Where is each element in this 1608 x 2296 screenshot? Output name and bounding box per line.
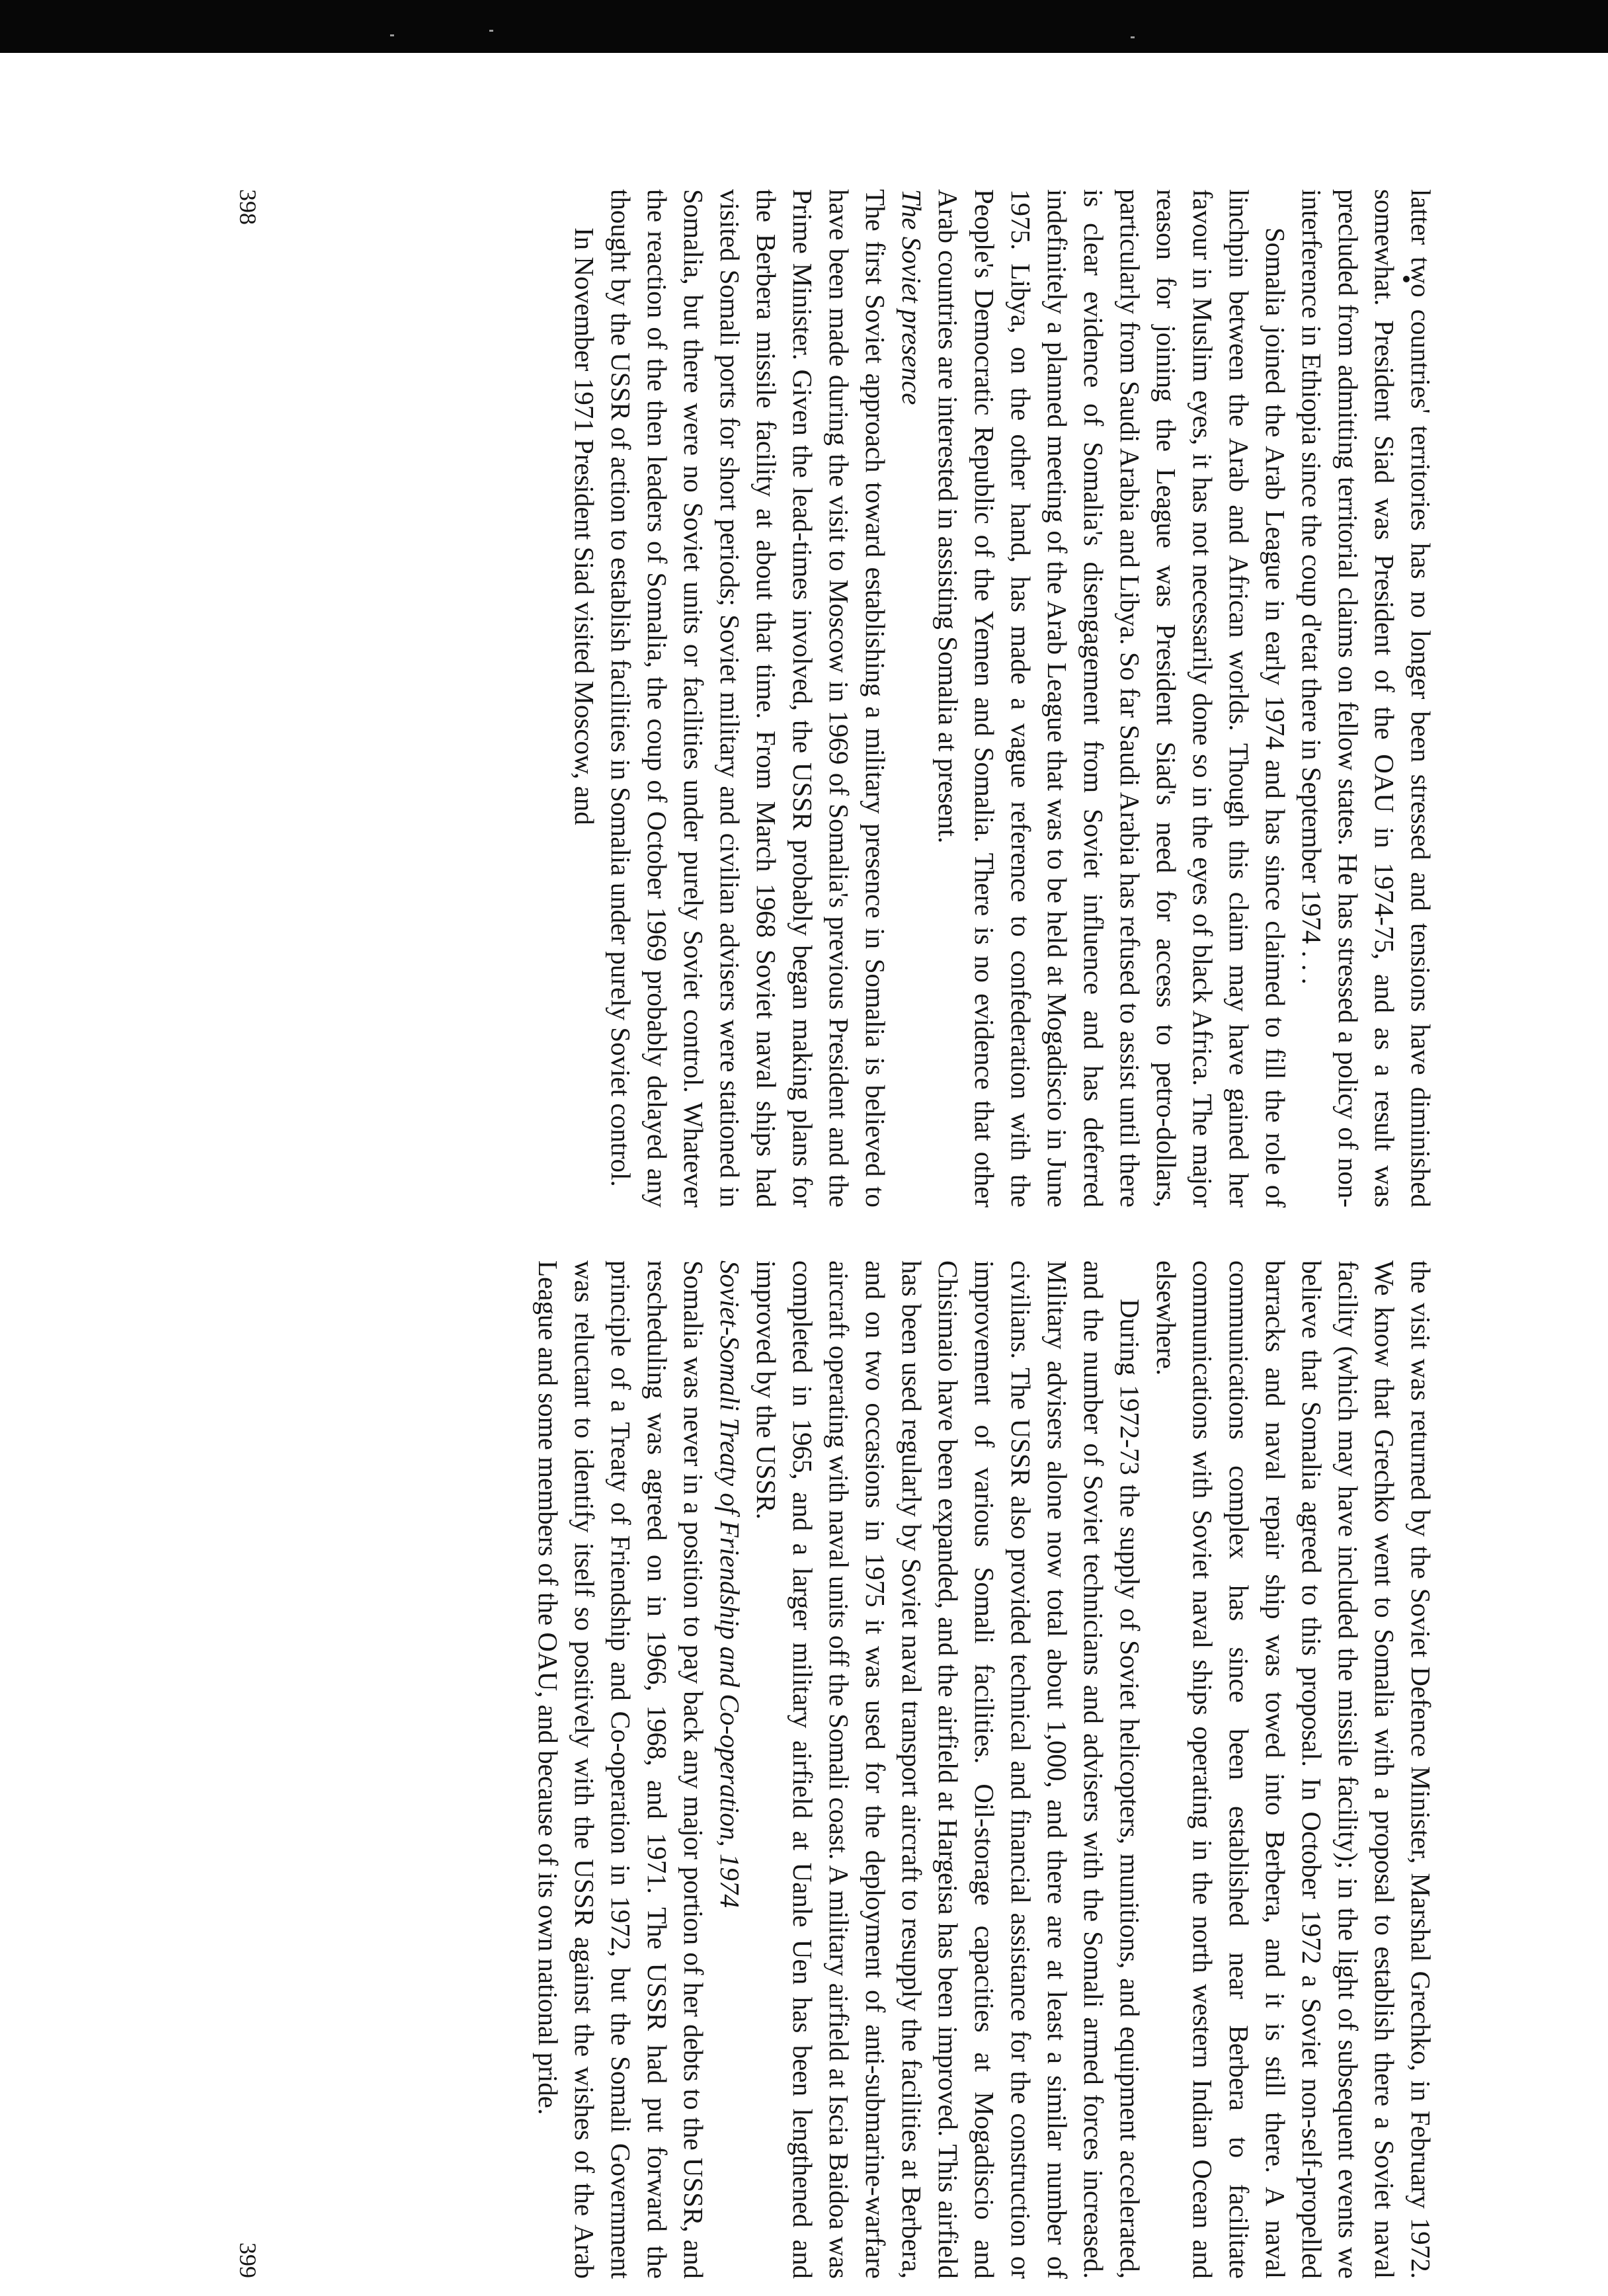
left-paragraph-3: The first Soviet approach toward establishing a military presence in Somalia is believed to have been made during the visit to Moscow in 1969 of Somalia's previous President and the Prime Minister. Given the lead-times involved, the USSR probably began making plans for the Berbera missile facility at about that time. From March 1968 Soviet naval ships had visited Somali ports for short periods; Soviet military and civilian advisers were stationed in Somalia, but there were no Soviet units or facilities under purely Soviet control. Whatever the reaction of the then leaders of Somalia, the coup of October 1969 probably delayed any thought by the USSR of action to establish facilities in Somalia under purely Soviet control. [606, 189, 891, 1208]
right-paragraph-1: the visit was returned by the Soviet Defence Minister, Marshal Grechko, in February 1972. We know that Grechko went to Somalia with a proposal to establish there a Soviet naval facility (which may have included the missile facility); in the light of subsequent events we believe that Somalia agreed to this proposal. In October 1972 a Soviet non-self-propelled barracks and naval repair ship was towed into Berbera, and it is still there. A naval communications complex has since been established near Berbera to facilitate communications with Soviet naval ships operating in the north western Indian Ocean and elsewhere. [1151, 1260, 1436, 2279]
right-paragraph-2: During 1972-73 the supply of Soviet helicopters, munitions, and equipment accelerated, and the number of Soviet technicians and advisers with the Somali armed forces increased. Military advisers alone now total about 1,000, and there are at least a similar number of civilians. The USSR also provided technical and financial assistance for the construction or improvement of various Somali facilities. Oil-storage capacities at Mogadiscio and Chisimaio have been expanded, and the airfield at Hargeisa has been improved. This airfield has been used regularly by Soviet naval transport aircraft to resupply the facilities at Berbera, and on two occasions in 1975 it was used for the deployment of anti-submarine-warfare aircraft operating with naval units off the Somali coast. A military airfield at Iscia Baidoa was completed in 1965, and a larger military airfield at Uanle Uen has been lengthened and improved by the USSR. [751, 1260, 1145, 2279]
scan-black-band [0, 0, 1608, 53]
scan-speck [390, 34, 394, 36]
left-page-text [566, 189, 1439, 1208]
scan-speck [1131, 36, 1135, 38]
scan-speck [489, 30, 493, 32]
left-paragraph-1: latter two countries' territories has no longer been stressed and tensions have diminished somewhat. President Siad was President of the OAU in 1974-75, and as a result was precluded from admitting territorial claims on fellow states. He has stressed a policy of non-interference in Ethiopia since the coup d'etat there in September 1974 . . . [1297, 189, 1436, 1208]
left-paragraph-2: Somalia joined the Arab League in early 1974 and has since claimed to fill the role of linchpin between the Arab and African worlds. Though this claim may have gained her favour in Muslim eyes, it has not necessarily done so in the eyes of black Africa. The major reason for joining the League was President Siad's need for access to petro-dollars, particularly from Saudi Arabia and Libya. So far Saudi Arabia has refused to assist until there is clear evidence of Somalia's disengagement from Soviet influence and has deferred indefinitely a planned meeting of the Arab League that was to be held at Mogadiscio in June 1975. Libya, on the other hand, has made a vague reference to confederation with the People's Democratic Republic of the Yemen and Somalia. There is no evidence that other Arab countries are interested in assisting Somalia at present. [933, 189, 1291, 1208]
left-paragraph-4: In November 1971 President Siad visited Moscow, and [569, 227, 600, 825]
rotated-book-spread [143, 90, 1465, 2279]
right-section-heading: Soviet-Somali Treaty of Friendship and Co-operation, 1974 [715, 1260, 745, 1908]
right-page-text [530, 1260, 1439, 2279]
right-paragraph-3: Somalia was never in a position to pay back any major portion of her debts to the USSR, and rescheduling was agreed on in 1966, 1968, and 1971. The USSR had put forward the principle of a Treaty of Friendship and Co-operation in 1972, but the Somali Government was reluctant to identify itself so positively with the USSR against the wishes of the Arab League and some members of the OAU, and because of its own national pride. [533, 1260, 709, 2279]
left-section-heading: The Soviet presence [897, 189, 927, 405]
right-page-number: 399 [235, 2242, 261, 2278]
left-page-number: 398 [235, 189, 261, 225]
